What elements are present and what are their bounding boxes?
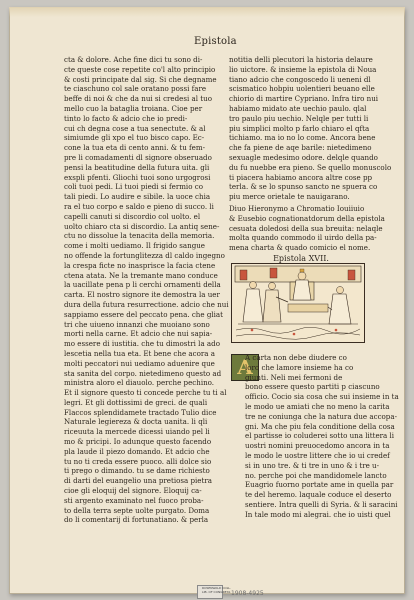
text-line: In tale modo mi alegrai. che io uisti quel — [245, 509, 391, 519]
text-line: ti prego o dimando. tu se dame richiesto — [64, 466, 210, 476]
text-line: la uacillate pena p li cerchi ornamenti della — [64, 280, 221, 290]
text-line: ministra aloro el diauolo. perche pechino. — [64, 378, 215, 388]
text-line: tiano adcio che congoscedo li ueneni dl — [229, 74, 371, 84]
text-line: habiamo midato ate uechio paulo. qlal — [229, 103, 367, 113]
text-line: te ciaschuno col sale oratano possi fare — [64, 84, 207, 94]
text-line: che fa piene de aqe barile: nietedimeno — [229, 143, 372, 153]
text-line: sappiamo essere del peccato pena. che gliat — [64, 309, 223, 319]
text-line: sti argento examinato nel fuoco proba- — [64, 495, 204, 505]
text-line: Et il signore questo ti concede perche tu ti al — [64, 388, 227, 398]
text-line: cta & dolore. Ache fine dici tu sono di- — [64, 55, 203, 64]
accession-number: 1908-4925 — [231, 590, 264, 597]
text-line: & Eusebio cognationatdorum della epistola — [229, 213, 385, 223]
epistle-heading: Epistola XVII. — [273, 253, 329, 263]
paper-stain — [9, 7, 405, 17]
text-line: uostri nomini preuocedomo ancora in ta — [245, 441, 390, 451]
text-line: ctena atata. Ne la tremante mano conduce — [64, 270, 218, 280]
text-line: riceuuta la mercede dicessi uiando pel li — [64, 427, 210, 437]
text-line: lescetia nella tua eta. Et bene che acora a — [64, 348, 215, 358]
text-line: no offende la fortunglitezza dl caldo ingegno — [64, 250, 225, 260]
text-line: gni. Ma che piu fela conditione della cosa — [245, 421, 395, 431]
text-line: mello cuo la bataglia troiana. Cioe per — [64, 103, 203, 113]
text-line: Naturale legiereza & docta uanita. li qli — [64, 417, 208, 427]
text-line: du fu nuebbe era pieno. Se quello monuscolo — [229, 162, 392, 172]
running-title: Epistola — [194, 36, 237, 47]
text-line: la crespa ficte no inasprisce la facia ctene — [64, 260, 216, 270]
text-line: & costi principate dal sig. Si che degname — [64, 74, 217, 84]
text-line: come i molti uediamo. Il frigido sangue — [64, 241, 206, 251]
text-line: no. perche poi che mandidomele lancto — [245, 470, 387, 480]
text-line: tali piedi. Lo audire e sibile. la uoce chia — [64, 192, 211, 202]
text-line: morti nella carne. Et adcio che nui sapia- — [64, 329, 213, 339]
text-line: tichiamo. ma io no lo come. Ancora bene — [229, 133, 376, 143]
text-line: piu merce orietale te nauigarano. — [229, 192, 350, 202]
text-line: ra el tuo corpo e saldo e pieno di succo. li — [64, 201, 214, 211]
text-line: ctu no dissolue la tenacita della memoria. — [64, 231, 215, 241]
left-text-column — [64, 55, 229, 525]
text-line: simiumde gli xpo el tuo bisco capo. Ec- — [64, 133, 205, 143]
text-line: notitia delli plecutori la historia delaure — [229, 55, 373, 64]
text-line: si in uno tre. & ti tre in uno & i tre u- — [245, 460, 380, 470]
text-line: to della terra septe uolte purgato. Doma — [64, 505, 210, 515]
text-line: bono essere questo partiti p ciascuno — [245, 382, 380, 392]
text-line: uolto chiaro cta si discordio. La antiq sene- — [64, 221, 220, 231]
text-line: el partisse io coluderei sotto una littera li — [245, 431, 395, 441]
library-stamp-box — [197, 585, 232, 599]
text-line: cone la tua eta di cento anni. & tu fem- — [64, 143, 205, 153]
text-line: capelli canuti si discordio col uolto. el — [64, 211, 201, 221]
text-line: sexuagle medesimo odore. delqle quando — [229, 152, 378, 162]
text-line: piu simplici molto p farlo chiaro el qfta — [229, 123, 370, 133]
text-line: loro che lamore insieme ha co — [245, 362, 354, 372]
right-text-column-upper — [229, 55, 392, 266]
document-page — [9, 7, 405, 597]
text-line: mo essere di iustitia. che tu dimostri la ado — [64, 339, 220, 349]
text-line: pla laude il piezo domando. Et adcio che — [64, 446, 210, 456]
text-line: Euagrio fuorno portate ame in quella par — [245, 480, 394, 490]
text-line: carta. El nostro signore ite demostra la uer — [64, 290, 220, 300]
text-line: officio. Cocio sia cosa che sui insieme in ta — [245, 392, 399, 402]
text-line: mena charta & quado comicio el nome. — [229, 243, 371, 253]
text-line: molta quando commodo il uirdo della pa- — [229, 233, 377, 243]
text-line: exspli pfenti. Gliochi tuoi sono urgogrosi — [64, 172, 211, 182]
text-line: tro paulo piu uechio. Nelqle per tutti li — [229, 113, 369, 123]
text-line: giunti. Neli mei fermoni de — [245, 372, 343, 382]
text-line: Diuo Hieronymo a Chromatio Iouiiuio — [229, 203, 365, 213]
text-line: cte queste cose repetite co'l alto principio — [64, 64, 216, 74]
text-line: dura della futura resurrectione. adcio che nui — [64, 299, 229, 309]
text-line: cui ch degna cose a tua senectute. & al — [64, 123, 206, 133]
text-line: A carta non debe diudere co — [245, 353, 347, 362]
text-line: mo & pricipi. Io adunque questo facendo — [64, 437, 212, 447]
text-line: beffe di noi & che da nui si credesi al tuo — [64, 94, 212, 104]
text-line: pensi la beatitudine della futura uita. gli — [64, 162, 210, 172]
text-line: te del heremo. laquale coduce el deserto — [245, 490, 392, 500]
text-line: le modo ue amiati che no meno la carita — [245, 401, 390, 411]
stamp-line: LIB. OF CONGRESS — [202, 590, 231, 594]
text-line: coli tuoi pedi. Li tuoi piedi si fermio co — [64, 182, 203, 192]
text-line: sta sanita del corpo. nietedimeno questo ad — [64, 368, 222, 378]
text-line: tre ne coniunga che la natura due accopa- — [245, 411, 397, 421]
text-line: terla. & se lo spunso sancto ne spuera co — [229, 182, 378, 192]
text-line: scismatico hobpiu uolentieri beuano elle — [229, 84, 375, 94]
text-line: cioe gli eloquij del signore. Eloquij ca- — [64, 486, 202, 496]
text-line: sentiere. Intra quelli di Syria. & li saracini — [245, 499, 398, 509]
text-line: chiorio di martire Cypriano. Infra tiro nui — [229, 94, 379, 104]
text-line: tinto lo facto & adcio che io predi- — [64, 113, 188, 123]
right-text-column-lower — [245, 353, 399, 520]
stamp-line: ROSENWALD COLL. — [202, 586, 232, 590]
text-line: do li comentarij di fortunatiano. & perla — [64, 515, 209, 525]
initial-letter: A — [237, 355, 253, 379]
text-line: tri che uiueno innanzi che muoiano sono — [64, 319, 210, 329]
text-line: lio uictore. & insieme la epistola di Noua — [229, 64, 377, 74]
text-line: legri. Et gli dottissimi de greci. de quali — [64, 397, 208, 407]
woodcut-illustration — [231, 263, 365, 343]
text-line: cesuata doledosi della sua breuita: nelaqle — [229, 223, 383, 233]
text-line: molti peccatori nui uediamo aduenire que — [64, 358, 215, 368]
text-line: di darti del euangelio una pretiosa pietra — [64, 476, 212, 486]
text-line: tu no ti creda essere puoco. alli dolce sio — [64, 456, 212, 466]
text-line: Flaccos splendidamete tractado Tulio dice — [64, 407, 217, 417]
text-line: le modo le uostre littere che io ui credef — [245, 450, 390, 460]
text-line: ti piacera habiamo ancora altre cose pp — [229, 172, 373, 182]
text-line: pre li comadamenti dl signore obseruado — [64, 152, 212, 162]
